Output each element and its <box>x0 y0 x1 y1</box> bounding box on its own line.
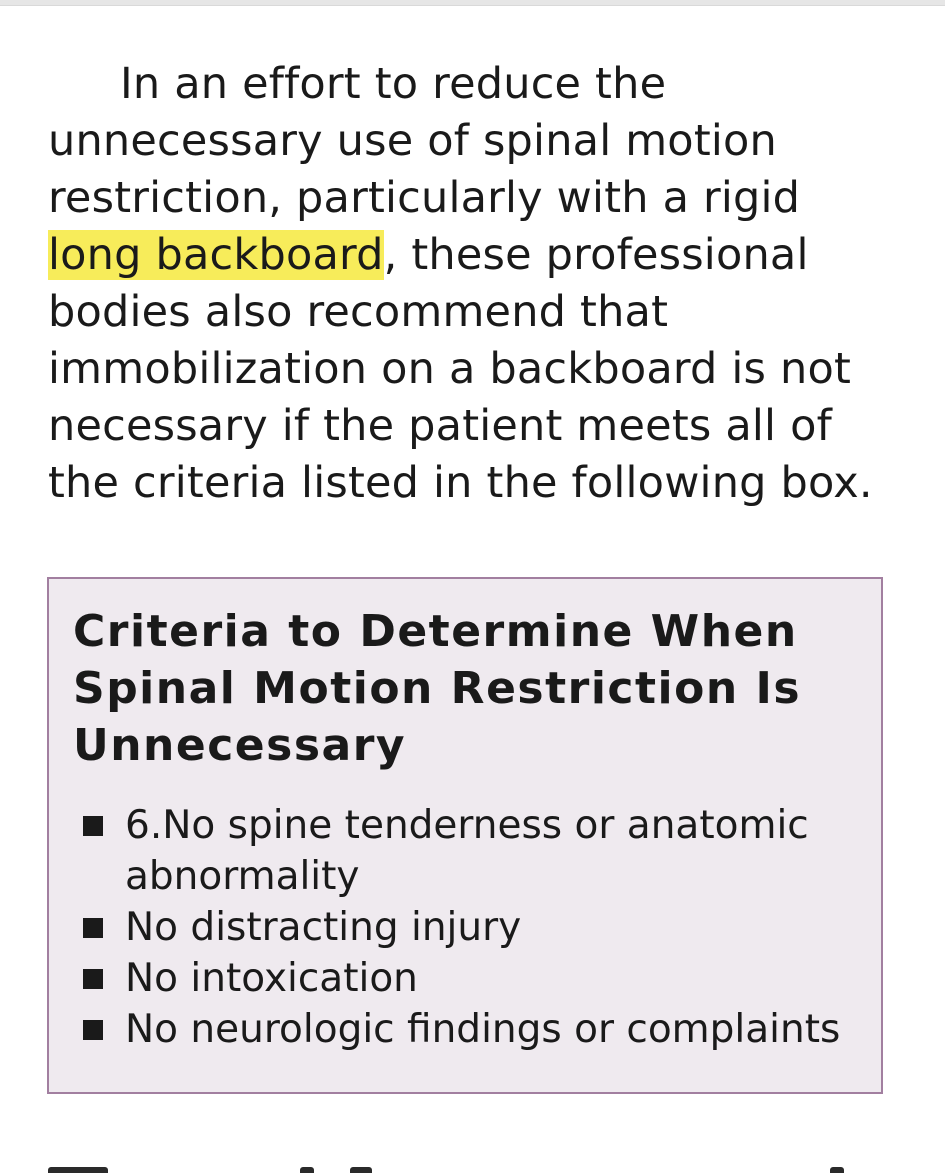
list-item-text: No neurologic findings or complaints <box>125 1007 841 1052</box>
list-item-text: No distracting injury <box>125 905 522 950</box>
criteria-box <box>47 577 883 1094</box>
cut-glyph-fragment <box>350 1167 372 1173</box>
paragraph-line: immobilization on a backboard is not <box>48 344 852 394</box>
list-item <box>73 800 840 902</box>
box-title-line: Unnecessary <box>73 720 407 771</box>
paragraph-line: bodies also recommend that <box>48 287 669 337</box>
cut-off-next-line <box>0 1162 945 1173</box>
box-title-line: Spinal Motion Restriction Is <box>73 663 802 714</box>
box-title-line: Criteria to Determine When <box>73 606 798 657</box>
cut-glyph-fragment <box>48 1167 108 1173</box>
paragraph-line-rest: , these professional <box>383 230 809 280</box>
list-item-text: No intoxication <box>125 956 418 1001</box>
body-paragraph <box>48 56 908 512</box>
square-bullet-icon <box>83 1020 103 1040</box>
list-item <box>73 1004 840 1055</box>
paragraph-line-highlighted <box>48 227 908 284</box>
paragraph-line: necessary if the patient meets all of <box>48 401 832 451</box>
list-item-text: 6.No spine tenderness or anatomic <box>125 803 809 848</box>
paragraph-line: the criteria listed in the following box. <box>48 458 873 508</box>
criteria-box-title <box>73 603 801 774</box>
top-divider <box>0 0 945 6</box>
cut-glyph-fragment <box>300 1167 314 1173</box>
criteria-list <box>73 800 840 1055</box>
paragraph-line: In an effort to reduce the <box>120 59 667 109</box>
square-bullet-icon <box>83 969 103 989</box>
list-item <box>73 902 840 953</box>
paragraph-line: restriction, particularly with a rigid <box>48 173 801 223</box>
cut-glyph-fragment <box>830 1167 844 1173</box>
list-item-text: abnormality <box>125 854 360 899</box>
square-bullet-icon <box>83 816 103 836</box>
paragraph-line: unnecessary use of spinal motion <box>48 116 777 166</box>
list-item <box>73 953 840 1004</box>
square-bullet-icon <box>83 918 103 938</box>
highlighted-term[interactable]: long backboard <box>48 230 384 280</box>
